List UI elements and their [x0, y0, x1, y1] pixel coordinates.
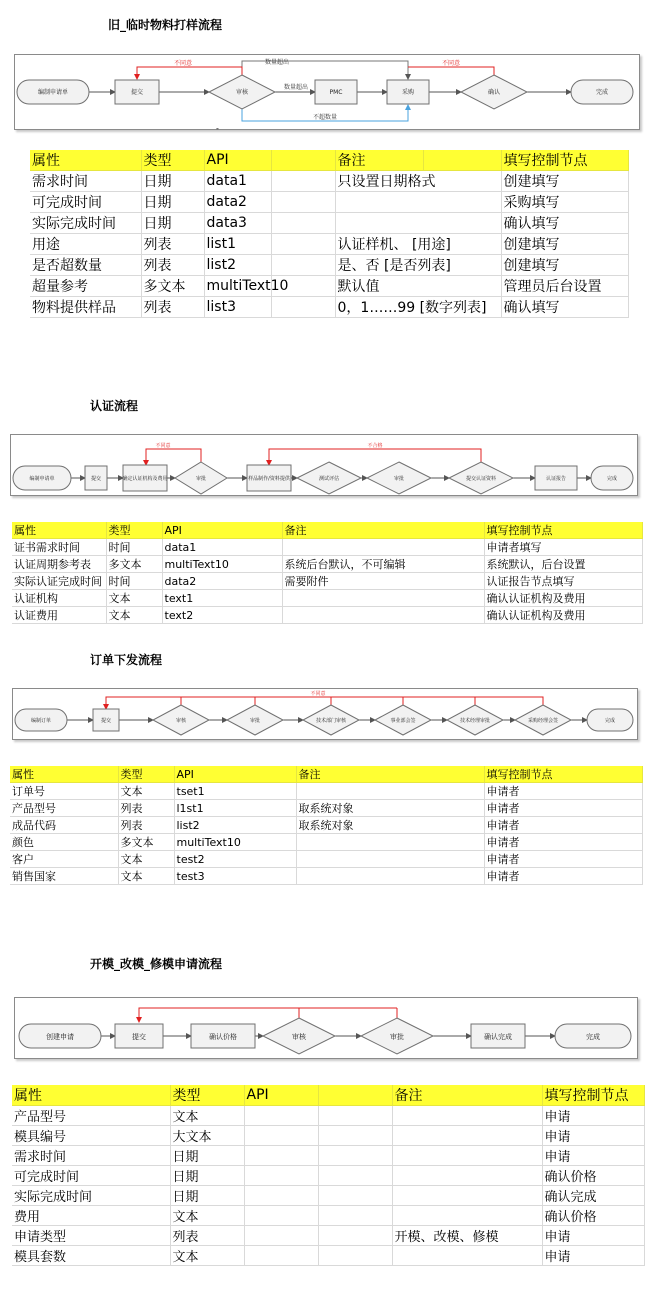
- table-cell: data3: [204, 213, 271, 234]
- node-label: 测试评估: [318, 476, 340, 482]
- header-cell: 类型: [141, 150, 204, 171]
- node-label: 编制订单: [30, 718, 52, 724]
- edge-label: 数量超出: [283, 84, 309, 91]
- table-cell: 确认认证机构及费用: [484, 590, 642, 607]
- node-label: 完成: [604, 718, 616, 724]
- flowchart-1: [14, 54, 640, 130]
- edge-label: 不超数量: [312, 114, 338, 121]
- table-cell: [392, 1246, 542, 1266]
- table-cell: [392, 1126, 542, 1146]
- table-cell: 只设置日期格式: [335, 171, 501, 192]
- header-cell: 备注: [392, 1085, 542, 1106]
- header-cell: 类型: [106, 522, 162, 539]
- node-label: 编制申请单: [29, 476, 55, 482]
- table-cell: multiText10: [174, 834, 296, 851]
- table-cell: list2: [204, 255, 271, 276]
- table-cell: 订单号: [10, 783, 118, 800]
- table-cell: 超量参考: [30, 276, 141, 297]
- table-row: [12, 1166, 644, 1186]
- table-cell: 申请者: [484, 868, 642, 885]
- table-cell: 确认认证机构及费用: [484, 607, 642, 624]
- table-row: [12, 1206, 644, 1226]
- table-row: [12, 590, 642, 607]
- table-cell: 文本: [170, 1206, 244, 1226]
- node-label: 提交: [90, 476, 102, 482]
- table-cell: 确认价格: [542, 1166, 644, 1186]
- table-cell: 需要附件: [282, 573, 484, 590]
- table-cell: 颜色: [10, 834, 118, 851]
- table-cell: 时间: [106, 573, 162, 590]
- section-title: 旧_临时物料打样流程: [108, 18, 223, 32]
- table-cell: 日期: [170, 1186, 244, 1206]
- table-cell: 申请者: [484, 851, 642, 868]
- table-cell: 多文本: [118, 834, 174, 851]
- table-cell: 申请类型: [12, 1226, 170, 1246]
- table-cell: text1: [162, 590, 282, 607]
- table-row: [30, 297, 628, 318]
- table-cell: 申请: [542, 1226, 644, 1246]
- table-row: [10, 851, 642, 868]
- header-cell: 属性: [12, 522, 106, 539]
- table-cell: 申请者: [484, 817, 642, 834]
- table-cell: 确认填写: [501, 213, 628, 234]
- table-cell: 文本: [106, 607, 162, 624]
- table-cell: multiText10: [162, 556, 282, 573]
- node-label: 完成: [595, 89, 609, 96]
- node-label: 审批: [249, 718, 261, 724]
- table-cell: 文本: [118, 851, 174, 868]
- table-cell: test3: [174, 868, 296, 885]
- table-cell: 申请: [542, 1126, 644, 1146]
- table-2: [12, 522, 643, 624]
- table-cell: 日期: [170, 1166, 244, 1186]
- header-cell: API: [204, 150, 271, 171]
- node-label: 提交: [130, 89, 144, 96]
- section-title: 开模_改模_修模申请流程: [90, 957, 223, 971]
- node-label: 技术经理审批: [459, 718, 491, 724]
- table-cell: 认证费用: [12, 607, 106, 624]
- table-cell: [335, 192, 501, 213]
- edge-label: 不同意: [441, 60, 461, 67]
- header-cell: 属性: [30, 150, 141, 171]
- table-cell: data1: [162, 539, 282, 556]
- table-cell: 列表: [118, 817, 174, 834]
- header-cell: 填写控制节点: [484, 522, 642, 539]
- flowchart-3: [12, 688, 638, 740]
- table-cell: 系统默认，后台设置: [484, 556, 642, 573]
- table-cell: 是、否 [是否列表]: [335, 255, 501, 276]
- table-cell: [318, 1226, 392, 1246]
- table-cell: multiText10: [204, 276, 271, 297]
- table-cell: 费用: [12, 1206, 170, 1226]
- node-label: 提交: [132, 1033, 146, 1041]
- table-cell: 列表: [118, 800, 174, 817]
- table-cell: 创建填写: [501, 171, 628, 192]
- node-label: 技术部门审核: [315, 718, 347, 724]
- table-cell: 可完成时间: [12, 1166, 170, 1186]
- table-row: [12, 1146, 644, 1166]
- table-cell: data1: [204, 171, 271, 192]
- table-cell: 认证周期参考表: [12, 556, 106, 573]
- table-row: [12, 1126, 644, 1146]
- table-cell: [318, 1146, 392, 1166]
- table-cell: 申请者: [484, 783, 642, 800]
- table-cell: [318, 1206, 392, 1226]
- table-cell: [392, 1146, 542, 1166]
- table-row: [12, 539, 642, 556]
- table-cell: [271, 255, 335, 276]
- table-cell: 是否超数量: [30, 255, 141, 276]
- header-cell: 类型: [118, 766, 174, 783]
- table-cell: tset1: [174, 783, 296, 800]
- flowchart-1-canvas: [15, 55, 639, 133]
- table-cell: 日期: [141, 213, 204, 234]
- edge-label: 不同意: [155, 443, 171, 449]
- table-1: [30, 150, 629, 318]
- table-cell: 认证机构: [12, 590, 106, 607]
- node-label: 确认完成: [484, 1033, 512, 1041]
- table-cell: 取系统对象: [296, 800, 484, 817]
- table-cell: 文本: [118, 868, 174, 885]
- table-cell: 实际完成时间: [30, 213, 141, 234]
- table-cell: 用途: [30, 234, 141, 255]
- table-row: [30, 171, 628, 192]
- table-cell: [244, 1186, 318, 1206]
- node-label: 审批: [195, 476, 207, 482]
- table-cell: [244, 1126, 318, 1146]
- dash-mark: -: [216, 124, 219, 133]
- node-label: 采购: [401, 89, 415, 96]
- node-label: 确认: [487, 89, 501, 96]
- node-label: 确定认证机构及费用: [122, 476, 168, 482]
- table-4: [12, 1085, 645, 1266]
- table-cell: 需求时间: [12, 1146, 170, 1166]
- table-cell: [296, 868, 484, 885]
- node-label: 审核: [175, 718, 187, 724]
- node-label: 审核: [292, 1033, 306, 1041]
- table-cell: 文本: [118, 783, 174, 800]
- table-cell: [282, 539, 484, 556]
- table-cell: 申请者: [484, 800, 642, 817]
- node-label: 事业部会签: [390, 718, 416, 724]
- table-cell: 客户: [10, 851, 118, 868]
- table-cell: [296, 851, 484, 868]
- node-label: 采购经理会签: [527, 718, 559, 724]
- edge-label: 不合格: [367, 443, 383, 449]
- table-cell: [392, 1186, 542, 1206]
- table-cell: [244, 1206, 318, 1226]
- node-label: 样品制作/资料提供: [248, 476, 290, 482]
- table-cell: 模具套数: [12, 1246, 170, 1266]
- header-cell: 备注: [335, 150, 423, 171]
- table-cell: [282, 590, 484, 607]
- node-label: 提交: [100, 718, 112, 724]
- table-row: [30, 276, 628, 297]
- header-cell: 类型: [170, 1085, 244, 1106]
- table-cell: 日期: [141, 171, 204, 192]
- table-cell: 需求时间: [30, 171, 141, 192]
- table-cell: 多文本: [106, 556, 162, 573]
- flowchart-2: [10, 434, 638, 496]
- table-cell: 实际认证完成时间: [12, 573, 106, 590]
- table-row: [12, 556, 642, 573]
- table-cell: 产品型号: [10, 800, 118, 817]
- table-cell: 时间: [106, 539, 162, 556]
- node-label: 审批: [393, 476, 405, 482]
- node-label: 编制申请单: [37, 89, 69, 96]
- table-cell: 管理员后台设置: [501, 276, 628, 297]
- header-cell: API: [174, 766, 296, 783]
- table-row: [12, 573, 642, 590]
- table-cell: 申请者: [484, 834, 642, 851]
- table-cell: 产品型号: [12, 1106, 170, 1126]
- table-cell: [392, 1206, 542, 1226]
- table-cell: 列表: [141, 255, 204, 276]
- header-cell: 属性: [12, 1085, 170, 1106]
- table-cell: [318, 1166, 392, 1186]
- table-cell: 确认完成: [542, 1186, 644, 1206]
- table-cell: [335, 213, 501, 234]
- table-cell: 可完成时间: [30, 192, 141, 213]
- node-label: 确认价格: [209, 1033, 237, 1041]
- table-cell: 创建填写: [501, 234, 628, 255]
- table-cell: [244, 1106, 318, 1126]
- table-cell: text2: [162, 607, 282, 624]
- table-cell: 申请者填写: [484, 539, 642, 556]
- table-cell: list1: [204, 234, 271, 255]
- table-cell: 列表: [141, 297, 204, 318]
- table-cell: [244, 1246, 318, 1266]
- table-cell: [271, 234, 335, 255]
- table-cell: 认证样机、 [用途]: [335, 234, 501, 255]
- node-label: 提交认证资料: [465, 476, 497, 482]
- table-cell: 采购填写: [501, 192, 628, 213]
- flowchart-4-canvas: [15, 998, 637, 1058]
- header-cell: 填写控制节点: [501, 150, 628, 171]
- table-row: [10, 834, 642, 851]
- table-row: [12, 1106, 644, 1126]
- flowchart-2-canvas: [11, 435, 637, 495]
- table-row: [12, 607, 642, 624]
- table-cell: [318, 1246, 392, 1266]
- table-row: [10, 800, 642, 817]
- header-cell: 备注: [282, 522, 484, 539]
- table-cell: [296, 783, 484, 800]
- table-cell: 创建填写: [501, 255, 628, 276]
- node-label: PMC: [329, 89, 343, 96]
- table-row: [12, 1246, 644, 1266]
- table-cell: 申请: [542, 1146, 644, 1166]
- table-row: [12, 1186, 644, 1206]
- table-cell: 日期: [141, 192, 204, 213]
- flowchart-3-canvas: [13, 689, 637, 739]
- table-cell: 证书需求时间: [12, 539, 106, 556]
- table-cell: 确认填写: [501, 297, 628, 318]
- table-header-row: [12, 522, 642, 539]
- table-cell: 日期: [170, 1146, 244, 1166]
- table-row: [30, 192, 628, 213]
- table-header-row: [12, 1085, 644, 1106]
- table-cell: 实际完成时间: [12, 1186, 170, 1206]
- node-label: 创建申请: [46, 1033, 74, 1041]
- table-row: [10, 817, 642, 834]
- table-row: [30, 234, 628, 255]
- section-title: 订单下发流程: [90, 653, 163, 667]
- table-cell: l1st1: [174, 800, 296, 817]
- table-cell: 申请: [542, 1106, 644, 1126]
- table-cell: [392, 1166, 542, 1186]
- table-cell: [244, 1166, 318, 1186]
- header-cell: API: [244, 1085, 318, 1106]
- table-cell: 模具编号: [12, 1126, 170, 1146]
- table-cell: 销售国家: [10, 868, 118, 885]
- table-cell: [271, 213, 335, 234]
- table-cell: data2: [162, 573, 282, 590]
- node-label: 完成: [586, 1033, 600, 1041]
- node-label: 审核: [235, 89, 249, 96]
- table-cell: 默认值: [335, 276, 501, 297]
- table-cell: 文本: [170, 1246, 244, 1266]
- table-cell: 文本: [170, 1106, 244, 1126]
- header-cell: 属性: [10, 766, 118, 783]
- table-cell: 申请: [542, 1246, 644, 1266]
- table-cell: 物料提供样品: [30, 297, 141, 318]
- table-cell: 列表: [141, 234, 204, 255]
- header-cell: 备注: [296, 766, 484, 783]
- table-cell: 多文本: [141, 276, 204, 297]
- table-cell: [282, 607, 484, 624]
- table-cell: list2: [174, 817, 296, 834]
- table-cell: [271, 171, 335, 192]
- edge-label: 不同意: [310, 691, 326, 697]
- flowchart-4: [14, 997, 638, 1059]
- table-cell: [296, 834, 484, 851]
- node-label: 审批: [390, 1033, 404, 1041]
- table-cell: 取系统对象: [296, 817, 484, 834]
- table-3: [10, 766, 643, 885]
- table-row: [10, 868, 642, 885]
- table-row: [30, 213, 628, 234]
- table-row: [30, 255, 628, 276]
- table-cell: [318, 1106, 392, 1126]
- table-cell: 0，1……99 [数字列表]: [335, 297, 501, 318]
- table-header-row: [30, 150, 628, 171]
- table-cell: [244, 1146, 318, 1166]
- table-cell: [244, 1226, 318, 1246]
- table-cell: 列表: [170, 1226, 244, 1246]
- table-cell: 确认价格: [542, 1206, 644, 1226]
- table-row: [12, 1226, 644, 1246]
- edge-label: 不同意: [173, 60, 193, 67]
- table-cell: 大文本: [170, 1126, 244, 1146]
- table-cell: 开模、改模、修模: [392, 1226, 542, 1246]
- table-cell: 成品代码: [10, 817, 118, 834]
- table-cell: list3: [204, 297, 271, 318]
- header-cell: 填写控制节点: [484, 766, 642, 783]
- table-cell: data2: [204, 192, 271, 213]
- node-label: 认证报告: [545, 476, 567, 482]
- table-cell: 文本: [106, 590, 162, 607]
- table-cell: 认证报告节点填写: [484, 573, 642, 590]
- node-label: 完成: [606, 476, 618, 482]
- table-cell: test2: [174, 851, 296, 868]
- header-cell: 填写控制节点: [542, 1085, 644, 1106]
- table-cell: [318, 1126, 392, 1146]
- table-cell: [271, 192, 335, 213]
- table-header-row: [10, 766, 642, 783]
- table-cell: [271, 297, 335, 318]
- edge-label: 数量超出: [264, 59, 290, 66]
- table-cell: [318, 1186, 392, 1206]
- table-cell: 系统后台默认，不可编辑: [282, 556, 484, 573]
- section-title: 认证流程: [90, 399, 139, 413]
- table-cell: [392, 1106, 542, 1126]
- header-cell: API: [162, 522, 282, 539]
- table-row: [10, 783, 642, 800]
